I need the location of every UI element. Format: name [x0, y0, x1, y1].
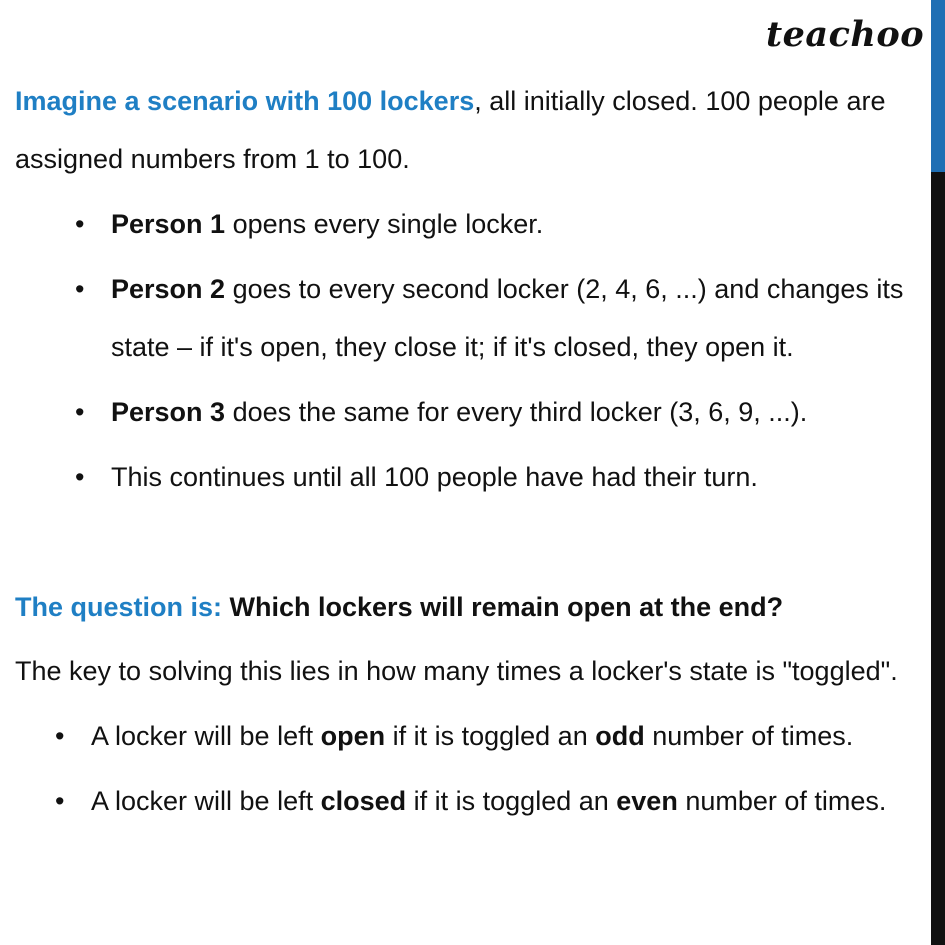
rule-person: Person 2	[111, 274, 226, 304]
rule-text: goes to every second locker (2, 4, 6, ...) and changes its state – if it's open, they close it; if it's closed, they open it.	[111, 274, 904, 362]
outcome-text: if it is toggled an	[385, 721, 596, 751]
list-item	[15, 383, 931, 441]
list-item	[15, 260, 931, 376]
rule-text: This continues until all 100 people have had their turn.	[111, 462, 758, 492]
intro-highlight: Imagine a scenario with 100 lockers	[15, 86, 475, 116]
scrollbar[interactable]	[931, 0, 945, 945]
outcome-parity: even	[616, 786, 678, 816]
intro-rest: , all initially closed. 100 people are assigned numbers from 1 to 100.	[15, 86, 886, 174]
spacer	[15, 506, 931, 578]
rule-person: Person 1	[111, 209, 226, 239]
intro-paragraph	[15, 72, 931, 188]
outcome-text: A locker will be left	[91, 786, 321, 816]
outcomes-list	[15, 707, 931, 830]
key-paragraph: The key to solving this lies in how many times a locker's state is "toggled".	[15, 656, 898, 686]
outcome-text: number of times.	[644, 721, 854, 751]
outcome-state: closed	[320, 786, 407, 816]
question-label: The question is:	[15, 592, 223, 622]
outcome-state: open	[320, 721, 386, 751]
document-body	[15, 72, 931, 830]
list-item	[15, 772, 931, 830]
outcome-text: A locker will be left	[91, 721, 321, 751]
rule-text: opens every single locker.	[225, 209, 544, 239]
list-item	[15, 707, 931, 765]
rule-person: Person 3	[111, 397, 226, 427]
scrollbar-thumb[interactable]	[931, 0, 945, 172]
rules-list	[15, 195, 931, 506]
outcome-text: number of times.	[677, 786, 887, 816]
question-text: Which lockers will remain open at the end?	[229, 592, 784, 622]
list-item	[15, 195, 931, 253]
teachoo-logo: teachoo	[766, 14, 925, 55]
question-paragraph	[15, 578, 931, 636]
outcome-parity: odd	[595, 721, 645, 751]
rule-text: does the same for every third locker (3, 6, 9, ...).	[225, 397, 808, 427]
outcome-text: if it is toggled an	[406, 786, 617, 816]
list-item	[15, 448, 931, 506]
